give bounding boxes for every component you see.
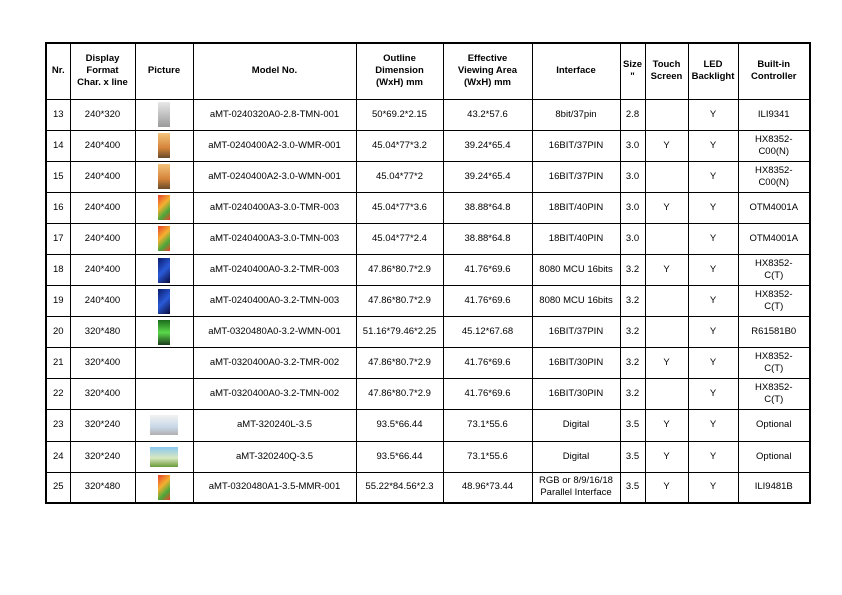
cell-built-in-controller: HX8352- C(T) (738, 379, 810, 410)
cell-built-in-controller: R61581B0 (738, 317, 810, 348)
cell-model-no: aMT-320240Q-3.5 (193, 441, 356, 472)
header-size: Size " (620, 43, 645, 99)
cell-interface: 16BIT/37PIN (532, 161, 620, 192)
cell-outline-dimension: 45.04*77*2.4 (356, 223, 443, 254)
cell-effective-viewing-area: 38.88*64.8 (443, 223, 532, 254)
cell-led-backlight: Y (688, 410, 738, 441)
cell-model-no: aMT-0320480A0-3.2-WMN-001 (193, 317, 356, 348)
display-module-photo (150, 447, 178, 467)
header-built-in-controller: Built-in Controller (738, 43, 810, 99)
cell-built-in-controller: ILI9481B (738, 472, 810, 503)
cell-display-format: 320*400 (70, 379, 135, 410)
display-module-photo (158, 164, 170, 189)
cell-effective-viewing-area: 41.76*69.6 (443, 348, 532, 379)
cell-effective-viewing-area: 73.1*55.6 (443, 441, 532, 472)
table-row (46, 317, 810, 348)
cell-model-no: aMT-0240400A2-3.0-WMN-001 (193, 161, 356, 192)
display-module-photo (158, 102, 170, 127)
header-outline-dimension: Outline Dimension (WxH) mm (356, 43, 443, 99)
cell-picture (135, 192, 193, 223)
cell-led-backlight: Y (688, 472, 738, 503)
display-module-photo (158, 133, 170, 158)
cell-led-backlight: Y (688, 161, 738, 192)
cell-led-backlight: Y (688, 254, 738, 285)
cell-display-format: 320*480 (70, 472, 135, 503)
cell-display-format: 320*240 (70, 441, 135, 472)
cell-effective-viewing-area: 39.24*65.4 (443, 130, 532, 161)
cell-display-format: 320*240 (70, 410, 135, 441)
cell-effective-viewing-area: 48.96*73.44 (443, 472, 532, 503)
cell-interface: RGB or 8/9/16/18 Parallel Interface (532, 472, 620, 503)
cell-nr: 19 (46, 286, 70, 317)
cell-led-backlight: Y (688, 348, 738, 379)
cell-size: 3.2 (620, 317, 645, 348)
cell-interface: 16BIT/37PIN (532, 130, 620, 161)
display-module-photo (158, 289, 170, 314)
cell-outline-dimension: 47.86*80.7*2.9 (356, 348, 443, 379)
cell-built-in-controller: HX8352- C(T) (738, 348, 810, 379)
cell-model-no: aMT-0240320A0-2.8-TMN-001 (193, 99, 356, 130)
cell-nr: 15 (46, 161, 70, 192)
table-row (46, 348, 810, 379)
cell-led-backlight: Y (688, 130, 738, 161)
cell-interface: 8080 MCU 16bits (532, 254, 620, 285)
cell-size: 3.2 (620, 348, 645, 379)
cell-outline-dimension: 45.04*77*2 (356, 161, 443, 192)
cell-led-backlight: Y (688, 223, 738, 254)
cell-display-format: 240*400 (70, 192, 135, 223)
cell-nr: 20 (46, 317, 70, 348)
cell-touch-screen (645, 286, 688, 317)
header-picture: Picture (135, 43, 193, 99)
table-row (46, 192, 810, 223)
cell-model-no: aMT-0240400A2-3.0-WMR-001 (193, 130, 356, 161)
table-row (46, 130, 810, 161)
cell-picture (135, 223, 193, 254)
cell-outline-dimension: 47.86*80.7*2.9 (356, 379, 443, 410)
cell-size: 3.2 (620, 286, 645, 317)
cell-outline-dimension: 50*69.2*2.15 (356, 99, 443, 130)
cell-outline-dimension: 55.22*84.56*2.3 (356, 472, 443, 503)
cell-effective-viewing-area: 41.76*69.6 (443, 379, 532, 410)
cell-touch-screen: Y (645, 410, 688, 441)
table-row (46, 254, 810, 285)
cell-model-no: aMT-0240400A3-3.0-TMR-003 (193, 192, 356, 223)
cell-nr: 21 (46, 348, 70, 379)
cell-interface: 16BIT/37PIN (532, 317, 620, 348)
cell-size: 3.0 (620, 192, 645, 223)
cell-touch-screen (645, 161, 688, 192)
cell-nr: 17 (46, 223, 70, 254)
cell-size: 3.0 (620, 223, 645, 254)
cell-led-backlight: Y (688, 379, 738, 410)
header-nr: Nr. (46, 43, 70, 99)
cell-touch-screen (645, 379, 688, 410)
cell-touch-screen: Y (645, 441, 688, 472)
cell-built-in-controller: HX8352- C(T) (738, 286, 810, 317)
cell-picture (135, 254, 193, 285)
cell-outline-dimension: 45.04*77*3.6 (356, 192, 443, 223)
cell-effective-viewing-area: 41.76*69.6 (443, 286, 532, 317)
cell-effective-viewing-area: 41.76*69.6 (443, 254, 532, 285)
cell-touch-screen (645, 99, 688, 130)
cell-touch-screen (645, 317, 688, 348)
cell-picture (135, 317, 193, 348)
cell-nr: 22 (46, 379, 70, 410)
cell-model-no: aMT-320240L-3.5 (193, 410, 356, 441)
cell-built-in-controller: OTM4001A (738, 223, 810, 254)
cell-interface: 16BIT/30PIN (532, 348, 620, 379)
cell-touch-screen: Y (645, 130, 688, 161)
cell-model-no: aMT-0240400A0-3.2-TMN-003 (193, 286, 356, 317)
display-module-photo (150, 415, 178, 435)
cell-picture (135, 472, 193, 503)
cell-nr: 24 (46, 441, 70, 472)
header-model-no: Model No. (193, 43, 356, 99)
cell-nr: 13 (46, 99, 70, 130)
cell-led-backlight: Y (688, 317, 738, 348)
cell-interface: Digital (532, 441, 620, 472)
cell-outline-dimension: 93.5*66.44 (356, 410, 443, 441)
cell-picture (135, 441, 193, 472)
cell-model-no: aMT-0320400A0-3.2-TMR-002 (193, 348, 356, 379)
cell-built-in-controller: ILI9341 (738, 99, 810, 130)
cell-model-no: aMT-0320400A0-3.2-TMN-002 (193, 379, 356, 410)
cell-model-no: aMT-0240400A0-3.2-TMR-003 (193, 254, 356, 285)
cell-nr: 16 (46, 192, 70, 223)
cell-display-format: 240*400 (70, 161, 135, 192)
cell-size: 3.5 (620, 472, 645, 503)
display-module-photo (158, 226, 170, 251)
cell-built-in-controller: Optional (738, 410, 810, 441)
cell-interface: Digital (532, 410, 620, 441)
header-display-format: Display Format Char. x line (70, 43, 135, 99)
display-module-photo (158, 475, 170, 500)
cell-led-backlight: Y (688, 286, 738, 317)
cell-outline-dimension: 47.86*80.7*2.9 (356, 286, 443, 317)
cell-size: 3.2 (620, 379, 645, 410)
product-spec-table (45, 42, 811, 504)
cell-outline-dimension: 47.86*80.7*2.9 (356, 254, 443, 285)
cell-effective-viewing-area: 45.12*67.68 (443, 317, 532, 348)
header-effective-viewing-area: Effective Viewing Area (WxH) mm (443, 43, 532, 99)
table-row (46, 161, 810, 192)
cell-display-format: 240*400 (70, 254, 135, 285)
cell-effective-viewing-area: 38.88*64.8 (443, 192, 532, 223)
cell-effective-viewing-area: 39.24*65.4 (443, 161, 532, 192)
cell-size: 3.0 (620, 161, 645, 192)
header-row (46, 43, 810, 99)
display-module-photo (158, 195, 170, 220)
cell-built-in-controller: HX8352- C(T) (738, 254, 810, 285)
header-interface: Interface (532, 43, 620, 99)
cell-outline-dimension: 45.04*77*3.2 (356, 130, 443, 161)
cell-nr: 18 (46, 254, 70, 285)
cell-nr: 25 (46, 472, 70, 503)
table-row (46, 472, 810, 503)
cell-picture (135, 410, 193, 441)
cell-interface: 8bit/37pin (532, 99, 620, 130)
cell-picture (135, 130, 193, 161)
cell-touch-screen: Y (645, 348, 688, 379)
cell-size: 3.5 (620, 441, 645, 472)
cell-interface: 16BIT/30PIN (532, 379, 620, 410)
cell-touch-screen (645, 223, 688, 254)
header-touch-screen: Touch Screen (645, 43, 688, 99)
cell-picture (135, 348, 193, 379)
cell-picture (135, 379, 193, 410)
table-row (46, 441, 810, 472)
cell-size: 3.0 (620, 130, 645, 161)
cell-display-format: 320*480 (70, 317, 135, 348)
display-module-photo (158, 320, 170, 345)
table-row (46, 379, 810, 410)
cell-interface: 18BIT/40PIN (532, 192, 620, 223)
cell-display-format: 240*400 (70, 130, 135, 161)
cell-touch-screen: Y (645, 254, 688, 285)
cell-display-format: 240*320 (70, 99, 135, 130)
cell-display-format: 240*400 (70, 223, 135, 254)
cell-effective-viewing-area: 43.2*57.6 (443, 99, 532, 130)
cell-size: 2.8 (620, 99, 645, 130)
cell-picture (135, 99, 193, 130)
table-row (46, 99, 810, 130)
cell-touch-screen: Y (645, 192, 688, 223)
cell-built-in-controller: Optional (738, 441, 810, 472)
cell-built-in-controller: HX8352- C00(N) (738, 161, 810, 192)
cell-outline-dimension: 93.5*66.44 (356, 441, 443, 472)
table-row (46, 223, 810, 254)
cell-led-backlight: Y (688, 192, 738, 223)
cell-model-no: aMT-0320480A1-3.5-MMR-001 (193, 472, 356, 503)
display-module-photo (158, 258, 170, 283)
cell-picture (135, 286, 193, 317)
cell-display-format: 240*400 (70, 286, 135, 317)
cell-size: 3.5 (620, 410, 645, 441)
cell-interface: 18BIT/40PIN (532, 223, 620, 254)
cell-touch-screen: Y (645, 472, 688, 503)
cell-led-backlight: Y (688, 441, 738, 472)
header-led-backlight: LED Backlight (688, 43, 738, 99)
cell-picture (135, 161, 193, 192)
cell-built-in-controller: OTM4001A (738, 192, 810, 223)
cell-interface: 8080 MCU 16bits (532, 286, 620, 317)
cell-model-no: aMT-0240400A3-3.0-TMN-003 (193, 223, 356, 254)
table-row (46, 410, 810, 441)
cell-built-in-controller: HX8352- C00(N) (738, 130, 810, 161)
cell-nr: 23 (46, 410, 70, 441)
cell-size: 3.2 (620, 254, 645, 285)
cell-display-format: 320*400 (70, 348, 135, 379)
cell-outline-dimension: 51.16*79.46*2.25 (356, 317, 443, 348)
cell-nr: 14 (46, 130, 70, 161)
cell-effective-viewing-area: 73.1*55.6 (443, 410, 532, 441)
cell-led-backlight: Y (688, 99, 738, 130)
table-row (46, 286, 810, 317)
